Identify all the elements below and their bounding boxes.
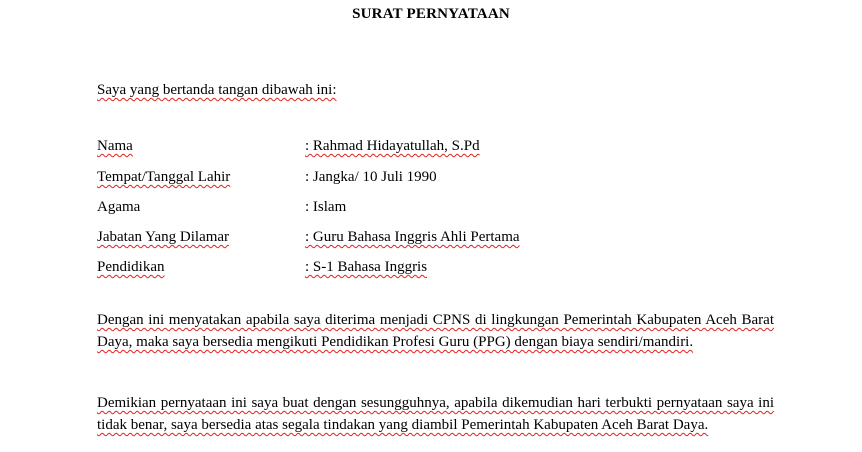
field-value: : Rahmad Hidayatullah, S.Pd <box>305 138 480 154</box>
intro-line: Saya yang bertanda tangan dibawah ini: <box>97 82 337 98</box>
statement-paragraph: Dengan ini menyatakan apabila saya diterima menjadi CPNS di lingkungan Pemerintah Kabupaten Aceh Barat Daya, maka saya bersedia mengikuti Pendidikan Profesi Guru (PPG) dengan biaya sendiri/mandiri. <box>97 312 774 350</box>
field-value: : Jangka/ 10 Juli 1990 <box>305 169 437 185</box>
field-label: Agama <box>97 199 141 215</box>
document-title: SURAT PERNYATAAN <box>352 6 510 22</box>
field-label: Jabatan Yang Dilamar <box>97 229 230 245</box>
closing-paragraph: Demikian pernyataan ini saya buat dengan sesungguhnya, apabila dikemudian hari terbukti pernyataan saya ini tidak benar, saya bersedia atas segala tindakan yang diambil Pemerintah Kabupaten Aceh Barat Daya. <box>97 395 774 433</box>
field-label: Pendidikan <box>97 259 165 275</box>
field-label: Tempat/Tanggal Lahir <box>97 169 231 185</box>
field-label: Nama <box>97 138 133 154</box>
field-value: : S-1 Bahasa Inggris <box>305 259 428 275</box>
field-value: : Islam <box>305 199 347 215</box>
field-value: : Guru Bahasa Inggris Ahli Pertama <box>305 229 520 245</box>
